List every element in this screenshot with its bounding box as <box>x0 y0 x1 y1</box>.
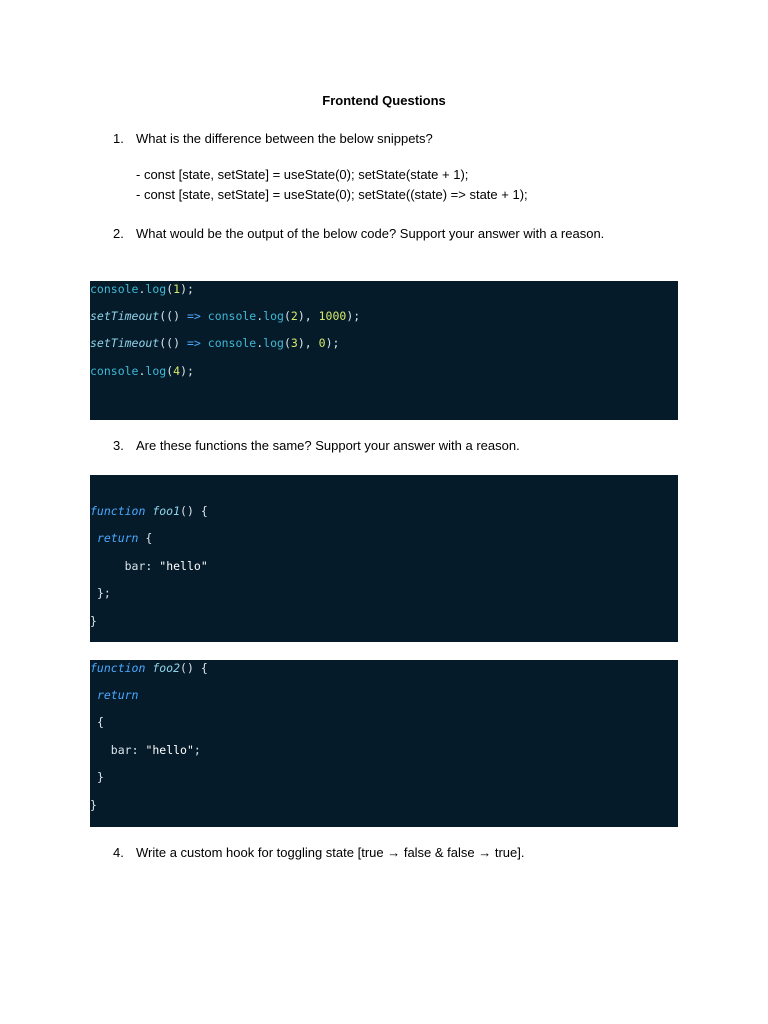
question-4-text: Write a custom hook for toggling state [true → false & false → true]. <box>136 845 525 860</box>
code-line: bar: "hello"; <box>110 743 201 757</box>
code-block-q3-foo1 <box>90 475 678 642</box>
code-line: function foo2() { <box>90 661 208 675</box>
code-line: setTimeout(() => console.log(2), 1000); <box>90 309 361 323</box>
code-line: return { <box>96 531 153 545</box>
code-line: setTimeout(() => console.log(3), 0); <box>90 336 340 350</box>
question-3-text: Are these functions the same? Support your answer with a reason. <box>136 438 520 453</box>
code-block-q2 <box>90 281 678 420</box>
question-1-snippet-1: - const [state, setState] = useState(0); setState(state + 1); <box>136 167 469 182</box>
question-2-number: 2. <box>113 226 124 241</box>
question-2-text: What would be the output of the below code? Support your answer with a reason. <box>136 226 605 241</box>
code-line: function foo1() { <box>90 504 208 518</box>
question-1-number: 1. <box>113 131 124 146</box>
code-line: }; <box>96 586 111 600</box>
code-line: } <box>90 798 97 812</box>
code-line: } <box>96 770 104 784</box>
question-3-number: 3. <box>113 438 124 453</box>
code-line: console.log(1); <box>90 282 194 296</box>
code-line: bar: "hello" <box>124 559 208 573</box>
code-block-q3-foo2 <box>90 660 678 827</box>
question-4-number: 4. <box>113 845 124 860</box>
question-1-text: What is the difference between the below snippets? <box>136 131 433 146</box>
code-line: return <box>96 688 139 702</box>
code-line: console.log(4); <box>90 364 194 378</box>
code-line: } <box>90 614 97 628</box>
code-line: { <box>96 715 104 729</box>
page-title: Frontend Questions <box>322 93 446 108</box>
question-1-snippet-2: - const [state, setState] = useState(0); setState((state) => state + 1); <box>136 187 528 202</box>
